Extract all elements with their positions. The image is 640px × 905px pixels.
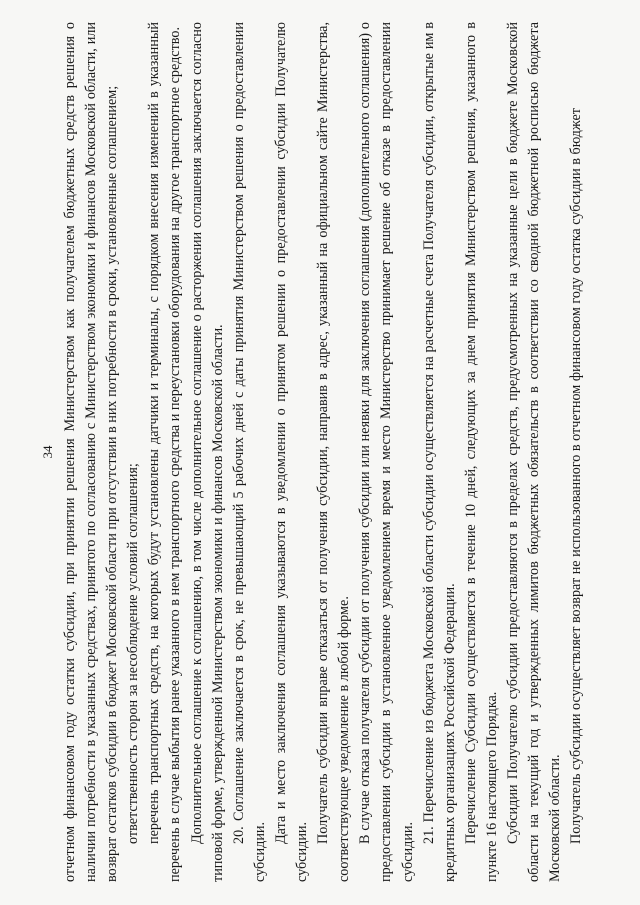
paragraph: Перечисление Субсидии осуществляется в течение 10 дней, следующих за днем принятия Министерством решения, указанного в пункте 16 настоящего Порядка. bbox=[462, 22, 500, 882]
paragraph: Дополнительное соглашение к соглашению, в том числе дополнительное соглашение о расторжении соглашения заключается согласно типовой форме, утвержденной Министерством экономики и финансов Московской области. bbox=[188, 22, 226, 882]
paragraph: В случае отказа получателя субсидии от получения субсидии или неявки для заключения соглашения (дополнительного соглашения) о предоставлении субсидии в установленное уведомлением время и место Министерство принимает решение об отказе в предоставлении субсидии. bbox=[357, 22, 416, 882]
paragraph: 21. Перечисление из бюджета Московской области субсидии осуществляется на расчетные счета Получателя субсидии, открытые им в кредитных организациях Российской Федерации. bbox=[420, 22, 458, 882]
rotated-page-content bbox=[40, 22, 605, 882]
paragraph: отчетном финансовом году остатки субсидии, при принятии решения Министерством как получателем бюджетных средств решения о наличии потребности в указанных средствах, принятого по согласованию с Министерством экономики и финансов Московской области, или возврат остатков субсидии в бюджет Московской области при отсутствии в них потребности в сроки, установленные соглашением; bbox=[62, 22, 121, 882]
paragraph: 20. Соглашение заключается в срок, не превышающий 5 рабочих дней с даты принятия Министерством решения о предоставлении субсидии. bbox=[230, 22, 268, 882]
page-number: 34 bbox=[40, 445, 55, 459]
paragraph: Получатель субсидии осуществляет возврат не использованного в отчетном финансовом году остатка субсидии в бюджет bbox=[568, 108, 585, 844]
paragraph: ответственность сторон за несоблюдение условий соглашения; bbox=[125, 463, 142, 844]
paragraph: Дата и место заключения соглашения указываются в уведомлении о принятом решении о предоставлении субсидии Получателю субсидии. bbox=[272, 22, 311, 882]
document-body bbox=[60, 22, 587, 882]
paragraph: Субсидии Получателю субсидии предоставляются в пределах средств, предусмотренных на указанные цели в бюджете Московской области на текущий год и утвержденных лимитов бюджетных обязательств в соответствии со сводной бюджетной росписью бюджета Московской области. bbox=[504, 22, 564, 882]
paragraph: перечень транспортных средств, на которых будут установлены датчики и терминалы, с порядком внесения изменений в указанный перечень в случае выбытия ранее указанного в нем транспортного средства и переустановки оборудования на другое транспортное средство. bbox=[146, 22, 184, 882]
paragraph: Получатель субсидии вправе отказаться от получения субсидии, направив в адрес, указанный на официальном сайте Министерства, соответствующее уведомление в любой форме. bbox=[315, 22, 353, 882]
